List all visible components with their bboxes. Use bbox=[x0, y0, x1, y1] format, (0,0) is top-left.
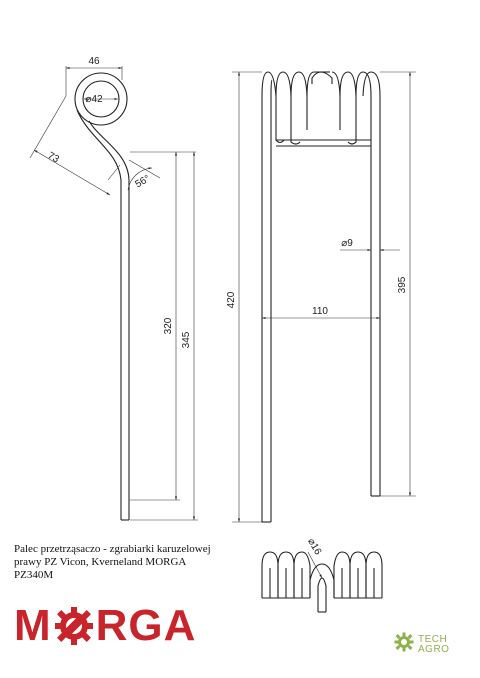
tech-agro-logo bbox=[394, 632, 449, 657]
gear-wrench-icon bbox=[54, 606, 94, 646]
caption-line-2: prawy PZ Vicon, Kverneland MORGA bbox=[14, 556, 187, 568]
caption-line-1: Palec przetrząsaczo - zgrabiarki karuzelowej bbox=[14, 543, 211, 555]
dim-loop-width: 46 bbox=[88, 56, 100, 67]
gear-icon bbox=[394, 632, 414, 657]
side-view-dimensions bbox=[30, 66, 198, 520]
dim-leg-length-long: 345 bbox=[181, 331, 192, 349]
dim-bend-angle: 56° bbox=[133, 173, 153, 191]
dim-leg-length-short: 320 bbox=[163, 317, 174, 335]
tech-agro-line-2: AGRO bbox=[418, 643, 450, 655]
tech-agro-line-1: TECH bbox=[418, 633, 448, 645]
dim-leg-height: 395 bbox=[397, 276, 408, 294]
dim-bend-length: 73 bbox=[45, 150, 61, 166]
dim-wire-diameter: ⌀9 bbox=[341, 238, 353, 249]
caption-line-3: PZ340M bbox=[14, 569, 54, 581]
shaft-left-edge bbox=[77, 110, 121, 500]
dim-overall-height: 420 bbox=[226, 291, 237, 309]
tech-agro-text bbox=[418, 635, 449, 655]
product-caption bbox=[14, 543, 244, 582]
dim-leg-spacing: 110 bbox=[312, 306, 328, 317]
dim-loop-diameter: ⌀42 bbox=[85, 94, 103, 105]
dim-coil-diameter: ⌀16 bbox=[305, 536, 324, 557]
coil-detail-view bbox=[262, 552, 382, 612]
side-view bbox=[75, 73, 129, 520]
logo-letters-right: RGA bbox=[95, 601, 197, 650]
logo-letters-left: M bbox=[14, 601, 52, 650]
front-view bbox=[262, 72, 380, 522]
morga-logo bbox=[14, 601, 197, 650]
shaft-right-edge bbox=[89, 121, 129, 500]
coils-top bbox=[262, 72, 380, 146]
